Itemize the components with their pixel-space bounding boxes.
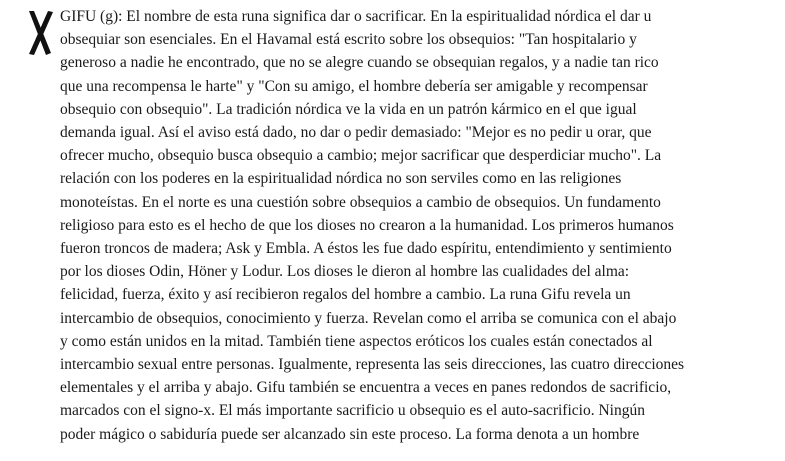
paragraph-line: intercambio de obsequios, conocimiento y fuerza. Revelan como el arriba se comunica con el abajo [60,309,677,327]
paragraph-line: generoso a nadie he encontrado, que no se alegre cuando se obsequian regalos, y a nadie tan rico [60,54,659,72]
gifu-rune-x-icon [25,9,55,57]
paragraph-line: ofrecer mucho, obsequio busca obsequio a cambio; mejor sacrificar que desperdiciar mucho". La [60,147,662,165]
paragraph-line: obsequiar son esenciales. En el Havamal está escrito sobre los obsequios: "Tan hospitalario y [60,31,637,49]
paragraph-line: GIFU (g): El nombre de esta runa significa dar o sacrificar. En la espiritualidad nórdica el dar u [60,8,652,25]
paragraph-line: demanda igual. Así el aviso está dado, no dar o pedir demasiado: "Mejor es no pedir u orar, que [60,124,652,142]
paragraph-line: felicidad, fuerza, éxito y así recibieron regalos del hombre a cambio. La runa Gifu revela un [60,286,631,304]
paragraph-line: fueron troncos de madera; Ask y Embla. A éstos les fue dado espíritu, entendimiento y sentimiento [60,240,672,258]
paragraph-line: relación con los poderes en la espiritualidad nórdica no son serviles como en las religiones [60,170,622,188]
paragraph-line: obsequio con obsequio". La tradición nórdica ve la vida en un patrón kármico en el que igual [60,100,637,118]
paragraph-line: religioso para esto es el hecho de que los dioses no crearon a la humanidad. Los primeros humanos [60,216,674,234]
paragraph-line: marcados con el signo-x. El más importante sacrificio u obsequio es el auto-sacrificio. Ningún [60,402,645,420]
paragraph-line: monoteístas. En el norte es una cuestión sobre obsequios a cambio de obsequios. Un fundamento [60,193,661,211]
paragraph-line: que una recompensa le harte" y "Con su amigo, el hombre debería ser amigable y recompensar [60,77,648,95]
paragraph-line: intercambio sexual entre personas. Igualmente, representa las seis direcciones, las cuatro direcciones [60,356,685,374]
paragraph-line: elementales y el arriba y abajo. Gifu también se encuentra a veces en panes redondos de sacrificio, [60,379,672,397]
gifu-rune-x-icon-graphic [25,9,55,57]
gifu-description-paragraph [60,5,765,446]
paragraph-line: poder mágico o sabiduría puede ser alcanzado sin este proceso. La forma denota a un hombre [60,425,640,443]
paragraph-line: y como están unidos en la mitad. También tiene aspectos eróticos los cuales están conectados al [60,332,653,350]
paragraph-line: por los dioses Odin, Höner y Lodur. Los dioses le dieron al hombre las cualidades del alma: [60,263,630,281]
